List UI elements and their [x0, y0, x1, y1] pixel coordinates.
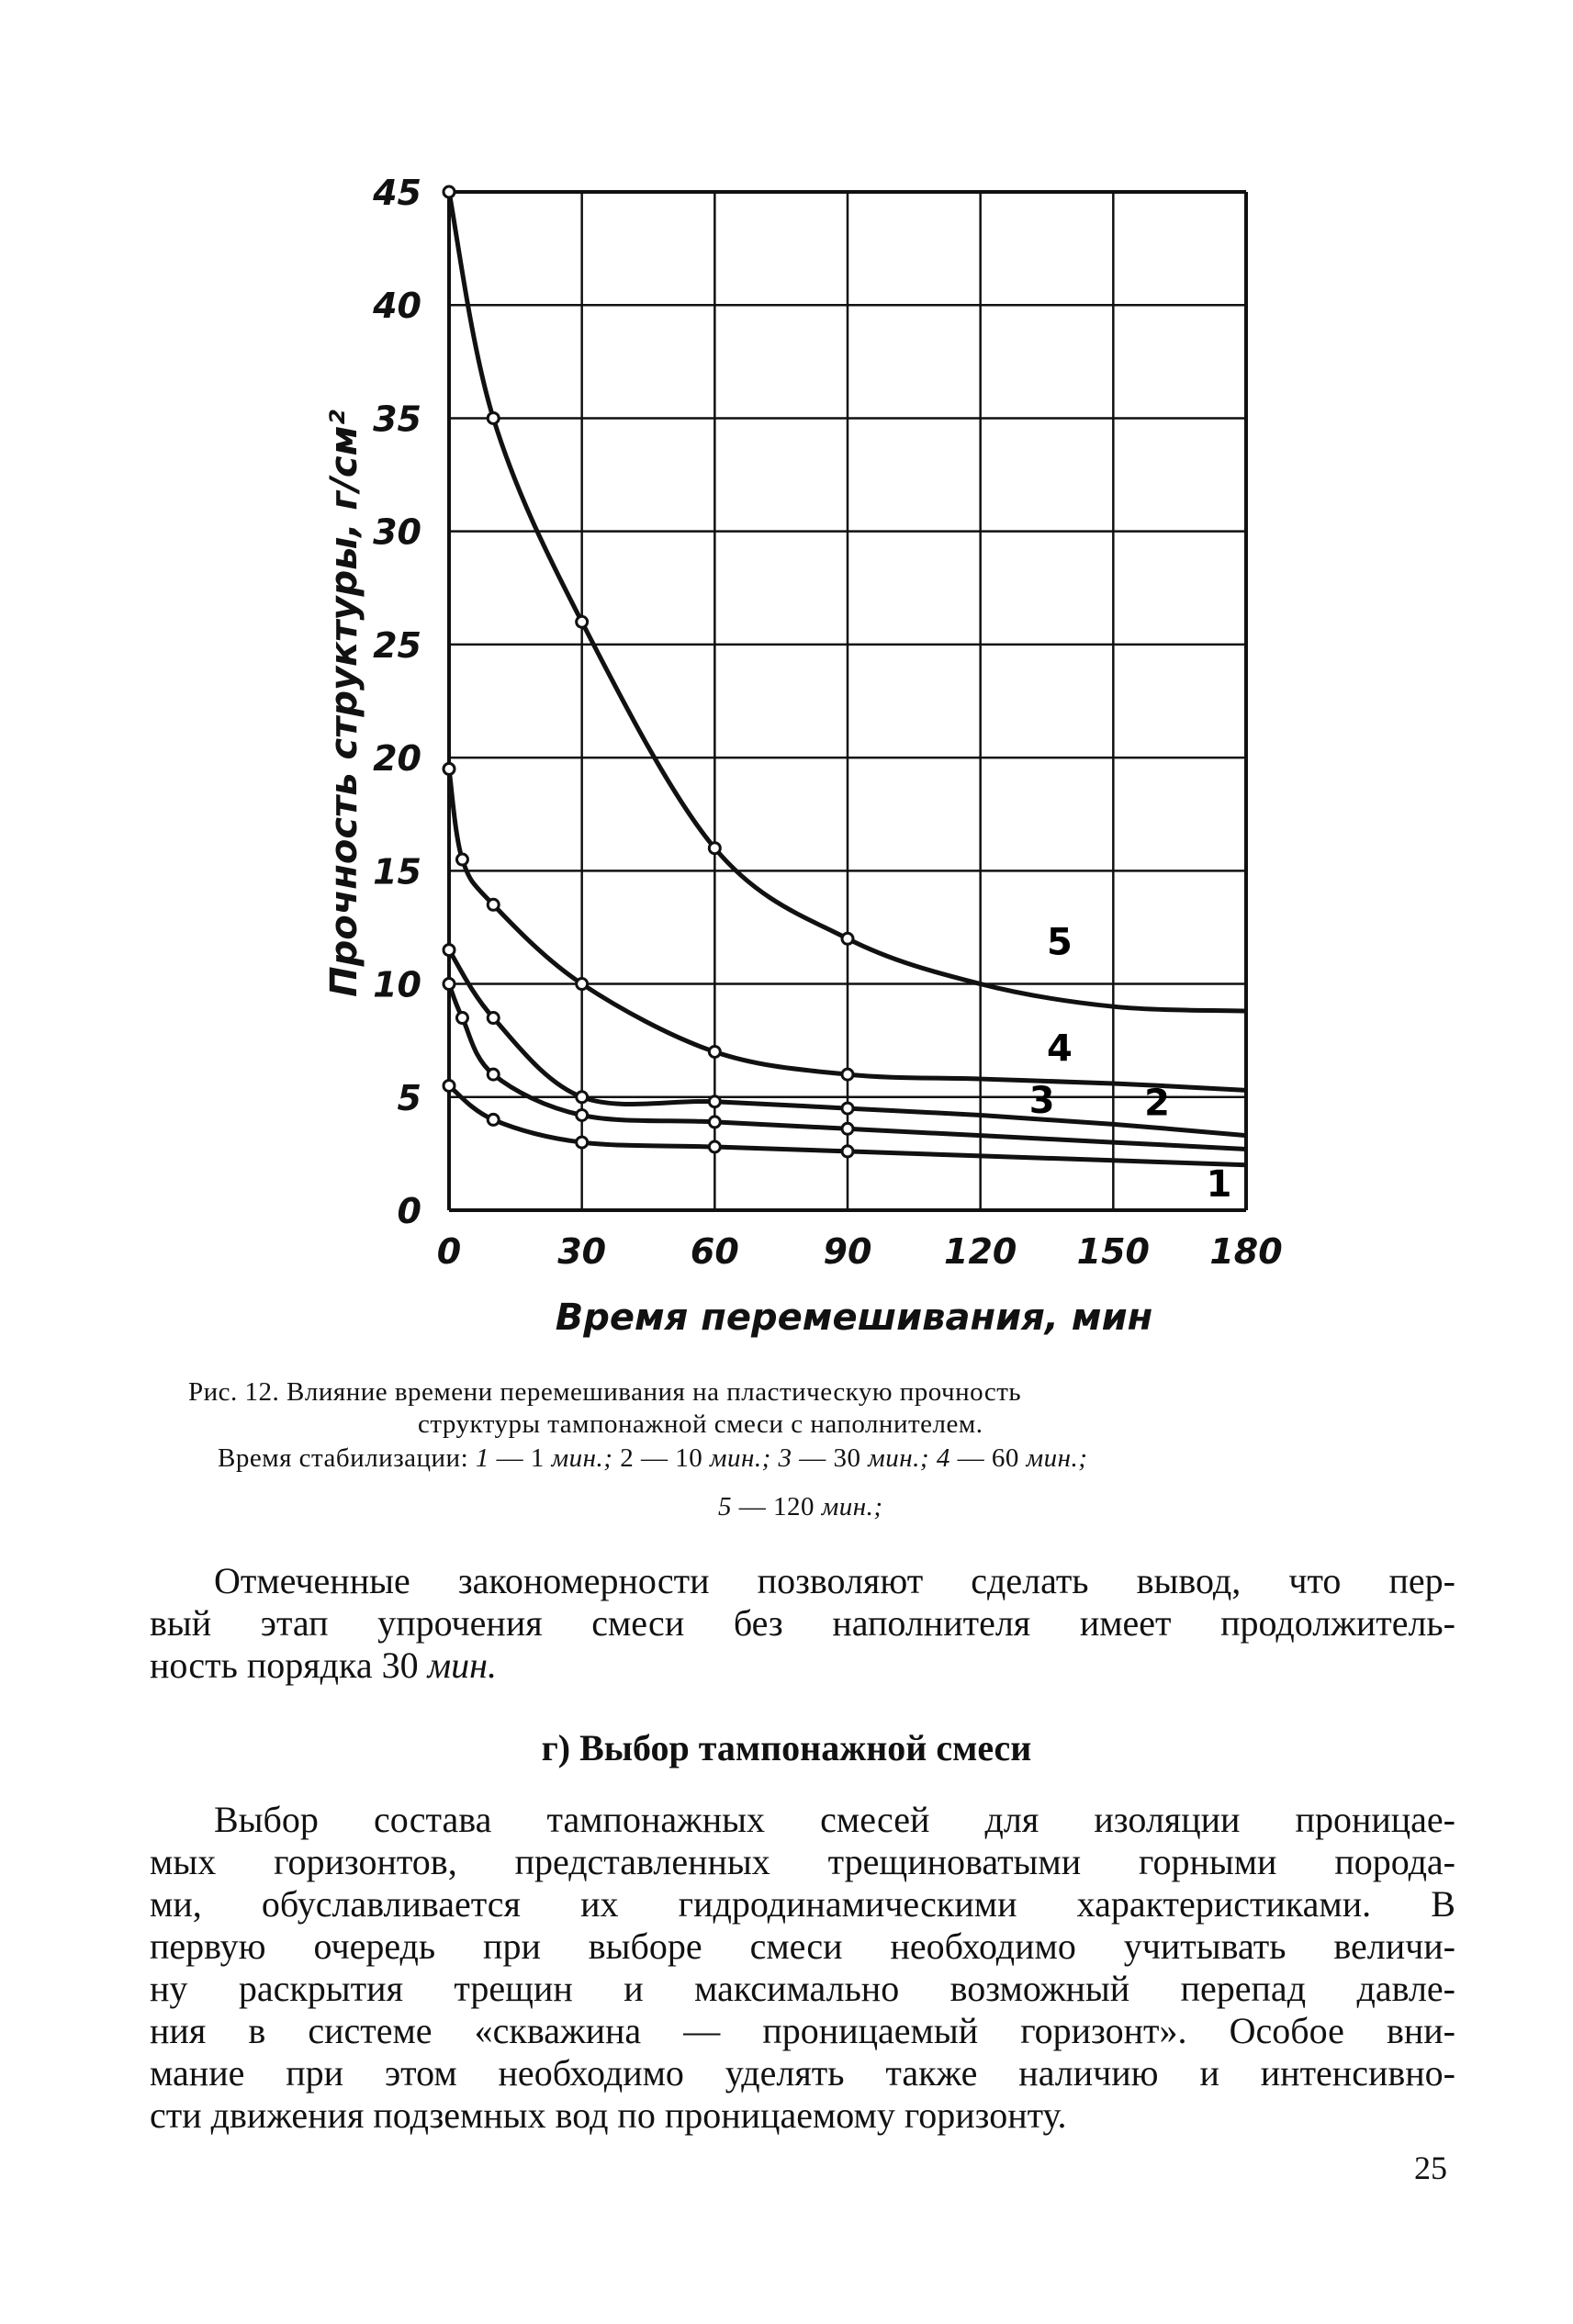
- paragraph1-line: ность порядка 30 мин.: [150, 1645, 497, 1686]
- paragraph2-line: ну раскрытия трещин и максимально возможный перепад давле-: [150, 1968, 1455, 2009]
- chart-curves: [444, 186, 1246, 1206]
- y-tick-label: 25: [373, 624, 421, 666]
- data-point-4: [577, 979, 588, 990]
- paragraph1-line: вый этап упрочения смеси без наполнителя имеет продолжитель-: [150, 1602, 1455, 1644]
- x-tick-label: 180: [1209, 1231, 1283, 1272]
- paragraph2-line: ния в системе «скважина — проницаемый горизонт». Особое вни-: [150, 2010, 1455, 2051]
- data-point-5: [709, 843, 720, 854]
- y-tick-label: 40: [373, 286, 421, 327]
- data-point-4: [456, 854, 467, 865]
- data-point-5: [577, 616, 588, 627]
- paragraph2-line: ми, обуславливается их гидродинамическими характеристиками. В: [150, 1883, 1455, 1925]
- data-point-4: [709, 1046, 720, 1057]
- y-axis-label: Прочность структуры, г/см²: [323, 410, 365, 997]
- curve-label-3: 3: [1028, 1080, 1055, 1123]
- paragraph2-line: первую очередь при выборе смеси необходимо учитывать величи-: [150, 1925, 1455, 1967]
- x-tick-label: 150: [1076, 1231, 1150, 1272]
- data-point-4: [488, 899, 499, 910]
- data-point-2: [577, 1109, 588, 1120]
- data-point-3: [709, 1096, 720, 1107]
- curve-label-2: 2: [1144, 1082, 1170, 1125]
- data-point-2: [488, 1069, 499, 1080]
- figure-caption-legend: [218, 1443, 1087, 1474]
- x-tick-label: 30: [557, 1231, 607, 1272]
- y-tick-label: 0: [397, 1191, 421, 1231]
- y-tick-label: 45: [373, 173, 421, 213]
- data-point-3: [842, 1103, 853, 1114]
- y-tick-label: 15: [373, 851, 421, 893]
- data-point-1: [577, 1137, 588, 1148]
- curve-label-5: 5: [1047, 921, 1073, 964]
- legend-item-3: 3 — 30 мин.;: [778, 1443, 930, 1473]
- paragraph2-line: мых горизонтов, представленных трещиноватыми горными порода-: [150, 1841, 1455, 1882]
- y-tick-label: 10: [373, 964, 421, 1005]
- data-point-2: [456, 1013, 467, 1024]
- data-point-1: [488, 1114, 499, 1125]
- legend-prefix: Время стабилизации:: [218, 1443, 476, 1473]
- chart-grid: [449, 192, 1246, 1210]
- data-point-3: [444, 945, 455, 956]
- data-point-1: [709, 1141, 720, 1152]
- data-point-1: [444, 1080, 455, 1091]
- paragraph2-line: Выбор состава тампонажных смесей для изоляции проницае-: [214, 1799, 1455, 1840]
- paragraph1-line: Отмеченные закономерности позволяют сделать вывод, что пер-: [214, 1560, 1455, 1601]
- x-tick-label: 60: [690, 1231, 739, 1272]
- data-point-2: [444, 979, 455, 990]
- y-tick-label: 20: [373, 738, 421, 780]
- data-point-4: [842, 1069, 853, 1080]
- legend-item-4: 4 — 60 мин.;: [936, 1443, 1088, 1473]
- curve-label-1: 1: [1206, 1163, 1232, 1207]
- y-tick-label: 35: [373, 399, 421, 440]
- paragraph2-line: сти движения подземных вод по проницаемому горизонту.: [150, 2094, 1067, 2136]
- y-tick-label: 30: [373, 511, 421, 553]
- data-point-5: [444, 186, 455, 197]
- legend-item-2: 2 — 10 мин.;: [620, 1443, 771, 1473]
- data-point-3: [577, 1092, 588, 1103]
- figure-caption-legend-5: 5 — 120 мин.;: [718, 1492, 883, 1521]
- y-tick-label: 5: [397, 1077, 421, 1118]
- data-point-4: [444, 763, 455, 774]
- data-point-3: [488, 1013, 499, 1024]
- data-point-1: [842, 1146, 853, 1157]
- section-heading: г) Выбор тампонажной смеси: [541, 1727, 1032, 1768]
- x-tick-label: 0: [436, 1231, 462, 1272]
- paragraph2-line: мание при этом необходимо уделять также наличию и интенсивно-: [150, 2052, 1455, 2094]
- data-point-5: [488, 412, 499, 423]
- data-point-2: [842, 1123, 853, 1134]
- figure-caption-line2: структуры тампонажной смеси с наполнителем.: [418, 1409, 983, 1439]
- legend-item-1: 1 — 1 мин.;: [475, 1443, 613, 1473]
- curve-label-4: 4: [1047, 1027, 1073, 1071]
- x-axis-label: Время перемешивания, мин: [555, 1297, 1153, 1339]
- x-tick-label: 120: [944, 1231, 1017, 1272]
- x-tick-label: 90: [823, 1231, 872, 1272]
- figure-caption-line1: Рис. 12. Влияние времени перемешивания на пластическую прочность: [188, 1377, 1022, 1407]
- data-point-5: [842, 933, 853, 944]
- data-point-2: [709, 1117, 720, 1128]
- page-number: 25: [1414, 2150, 1447, 2186]
